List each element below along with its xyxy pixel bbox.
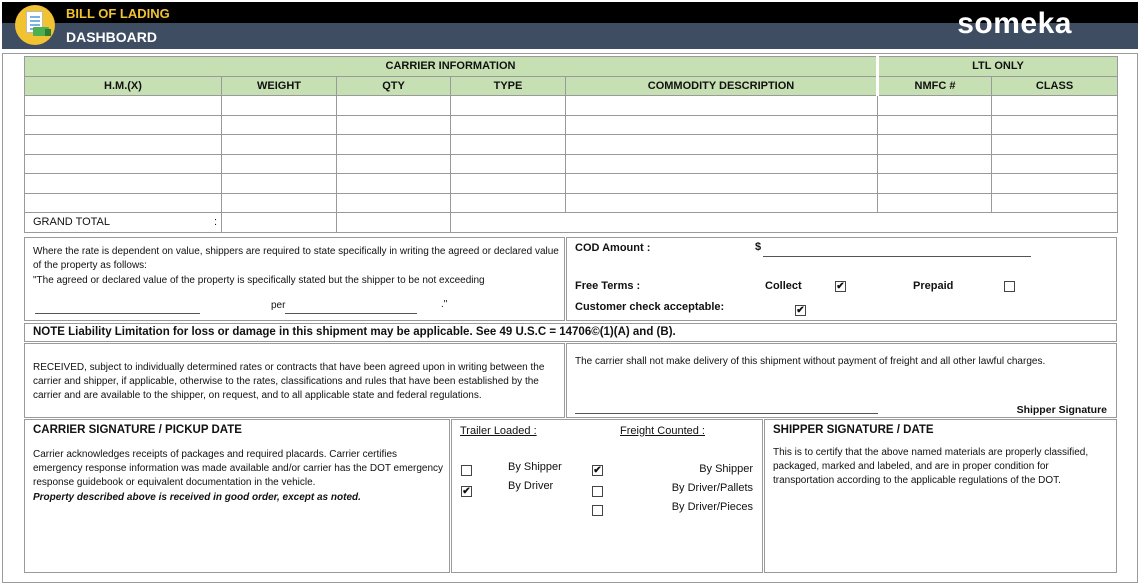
liability-note-box (24, 323, 1117, 342)
cod-box (566, 237, 1117, 321)
cell[interactable] (222, 115, 337, 135)
cell[interactable] (451, 96, 566, 116)
cod-amount-line[interactable] (763, 256, 1031, 257)
grand-total-label: GRAND TOTAL (33, 216, 111, 228)
collect-label: Collect (765, 280, 802, 292)
column-header-row (25, 76, 1118, 96)
cell[interactable] (25, 96, 222, 116)
trailer-by-driver-label: By Driver (508, 480, 554, 492)
shipper-signature-label: Shipper Signature (1016, 404, 1107, 416)
trailer-by-shipper-checkbox[interactable] (461, 465, 472, 476)
cell[interactable] (25, 174, 222, 194)
cell[interactable] (451, 154, 566, 174)
cell[interactable] (566, 154, 878, 174)
cell[interactable] (451, 174, 566, 194)
cell[interactable] (25, 115, 222, 135)
carrier-information-table (24, 56, 1118, 233)
cell[interactable] (337, 135, 451, 155)
table-row[interactable] (25, 174, 1118, 194)
freight-by-driver-pallets-checkbox[interactable] (592, 486, 603, 497)
end-quote: ." (441, 299, 448, 310)
grand-total-weight[interactable] (222, 213, 337, 233)
col-hm-header: H.M.(X) (25, 76, 222, 96)
freight-by-driver-pieces-label: By Driver/Pieces (671, 501, 753, 513)
cell[interactable] (222, 96, 337, 116)
trailer-by-driver-checkbox[interactable]: ✔ (462, 486, 471, 497)
trailer-loaded-label: Trailer Loaded : (460, 425, 537, 437)
carrier-signature-text: Carrier acknowledges receipts of packages and required placards. Carrier certifies emergency response information was made available and/or carrier has the DOT emergency response guidebook or equivalent documentation in the vehicle. (33, 449, 444, 488)
grand-total-colon: : (213, 216, 217, 228)
grand-total-qty[interactable] (337, 213, 451, 233)
cell[interactable] (566, 193, 878, 213)
col-class-header: CLASS (992, 76, 1118, 96)
dollar-sign: $ (755, 241, 762, 253)
trailer-freight-box (451, 419, 763, 573)
freight-by-shipper-label: By Shipper (699, 463, 753, 475)
cell[interactable] (992, 135, 1118, 155)
someka-brand-logo: someka (957, 7, 1072, 40)
received-box (24, 343, 565, 418)
app-title: BILL OF LADING (66, 6, 170, 21)
delivery-box (566, 343, 1117, 418)
freight-by-shipper-checkbox[interactable]: ✔ (593, 465, 602, 476)
customer-check-label: Customer check acceptable: (575, 301, 725, 313)
collect-checkbox[interactable]: ✔ (836, 281, 845, 292)
table-row[interactable] (25, 96, 1118, 116)
grand-total-row (25, 213, 1118, 233)
cell[interactable] (222, 154, 337, 174)
cell[interactable] (451, 115, 566, 135)
cell[interactable] (337, 96, 451, 116)
cell[interactable] (992, 115, 1118, 135)
app-header (2, 2, 1138, 49)
delivery-text: The carrier shall not make delivery of this shipment without payment of freight and all other lawful charges. (575, 356, 1046, 367)
cell[interactable] (222, 193, 337, 213)
grand-total-label-cell (25, 213, 222, 233)
col-qty-header: QTY (337, 76, 451, 96)
shipper-signature-box (764, 419, 1117, 573)
cell[interactable] (566, 115, 878, 135)
received-text: RECEIVED, subject to individually determined rates or contracts that have been agreed upon in writing between the carrier and shipper, if applicable, otherwise to the rates, classifications and rules that have been established by the carrier and are available to the shipper, on request, and to all applicable state and federal regulations. (33, 362, 545, 401)
col-commodity-header: COMMODITY DESCRIPTION (566, 76, 878, 96)
prepaid-checkbox[interactable] (1004, 281, 1015, 292)
carrier-signature-title: CARRIER SIGNATURE / PICKUP DATE (33, 424, 242, 436)
table-row[interactable] (25, 154, 1118, 174)
cell[interactable] (337, 174, 451, 194)
cell[interactable] (25, 193, 222, 213)
cell[interactable] (878, 135, 992, 155)
free-terms-label: Free Terms : (575, 280, 641, 292)
freight-counted-label: Freight Counted : (620, 425, 705, 437)
declared-value-box (24, 237, 565, 321)
page-title: DASHBOARD (66, 29, 157, 45)
prepaid-label: Prepaid (913, 280, 954, 292)
customer-check-checkbox[interactable]: ✔ (796, 305, 805, 316)
declared-value-text: Where the rate is dependent on value, shippers are required to state specifically in writing the agreed or declared value of the property as follows: (33, 246, 559, 271)
col-weight-header: WEIGHT (222, 76, 337, 96)
table-row[interactable] (25, 193, 1118, 213)
cell[interactable] (451, 193, 566, 213)
value-amount-line[interactable] (35, 313, 200, 314)
col-nmfc-header: NMFC # (878, 76, 992, 96)
per-unit-line[interactable] (285, 313, 417, 314)
cell[interactable] (992, 96, 1118, 116)
cell[interactable] (878, 193, 992, 213)
table-row[interactable] (25, 115, 1118, 135)
cell[interactable] (992, 193, 1118, 213)
ltl-only-header: LTL ONLY (878, 57, 1118, 77)
cell[interactable] (337, 154, 451, 174)
shipper-signature-title: SHIPPER SIGNATURE / DATE (773, 424, 934, 436)
carrier-signature-box (24, 419, 450, 573)
shipper-signature-line[interactable] (575, 413, 878, 414)
cell[interactable] (25, 135, 222, 155)
cell[interactable] (878, 96, 992, 116)
cell[interactable] (878, 174, 992, 194)
freight-by-driver-pallets-label: By Driver/Pallets (671, 482, 753, 494)
cell[interactable] (992, 154, 1118, 174)
cod-amount-label: COD Amount : (575, 242, 651, 254)
cell[interactable] (222, 174, 337, 194)
carrier-signature-italic: Property described above is received in good order, except as noted. (33, 492, 361, 503)
cell[interactable] (878, 115, 992, 135)
trailer-by-shipper-label: By Shipper (508, 461, 562, 473)
cell[interactable] (878, 154, 992, 174)
shipper-signature-text: This is to certify that the above named materials are properly classified, packaged, marked and labeled, and are in proper condition for transportation according to the applicable regulations of the DOT. (773, 447, 1089, 486)
grand-total-rest (451, 213, 1118, 233)
per-label: per (271, 300, 286, 311)
col-type-header: TYPE (451, 76, 566, 96)
freight-by-driver-pieces-checkbox[interactable] (592, 505, 603, 516)
bill-of-lading-logo-icon (15, 5, 55, 45)
cell[interactable] (566, 96, 878, 116)
cell[interactable] (451, 135, 566, 155)
table-row[interactable] (25, 135, 1118, 155)
cell[interactable] (566, 135, 878, 155)
cell[interactable] (337, 115, 451, 135)
cell[interactable] (25, 154, 222, 174)
liability-note: NOTE Liability Limitation for loss or damage in this shipment may be applicable. See 49 U.S.C = 14706©(1)(A) and (B). (33, 326, 676, 338)
cell[interactable] (222, 135, 337, 155)
cell[interactable] (337, 193, 451, 213)
group-header-row (25, 57, 1118, 77)
cell[interactable] (566, 174, 878, 194)
declared-value-quote: "The agreed or declared value of the property is specifically stated but the shipper to be not exceeding (33, 275, 485, 286)
cell[interactable] (992, 174, 1118, 194)
carrier-info-header: CARRIER INFORMATION (25, 57, 878, 77)
